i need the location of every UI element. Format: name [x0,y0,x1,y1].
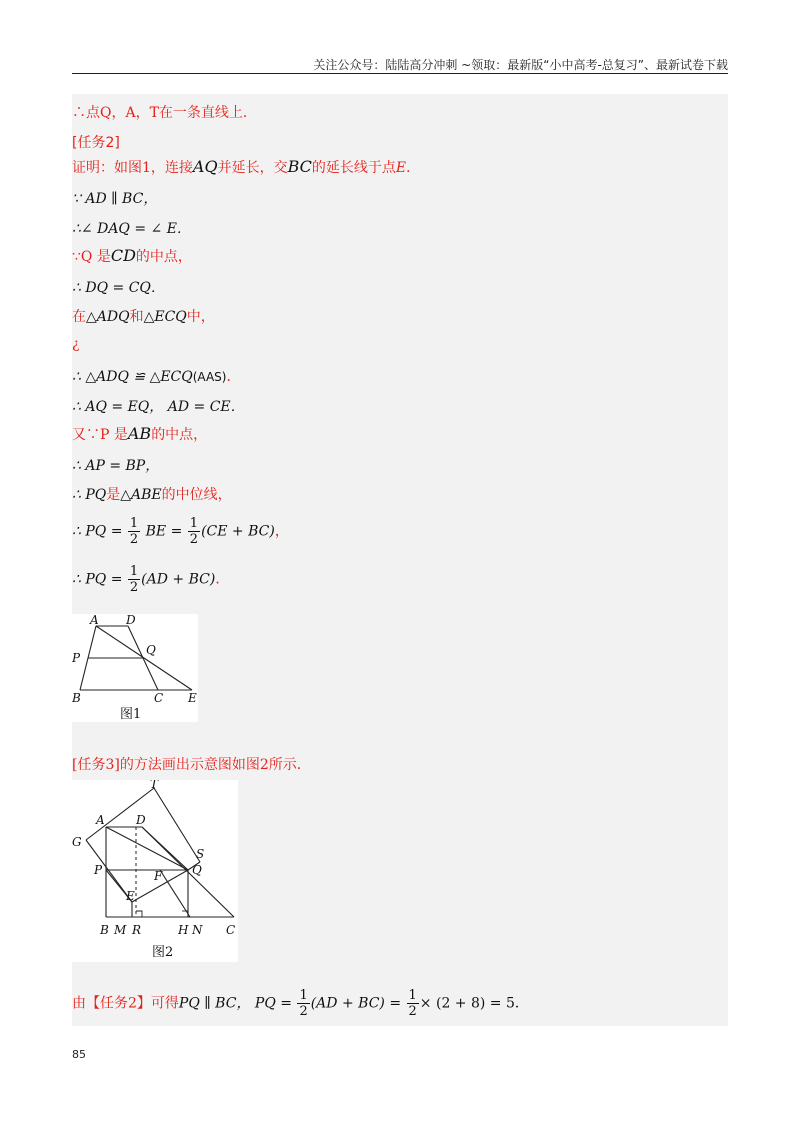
math-AB: AB [127,424,152,443]
math-expr: ∴ PQ = [72,571,123,588]
line-midpoint-P [72,424,207,444]
text-segment: 并延长，交 [217,160,288,176]
text-segment: 由【任务2】可得 [72,995,179,1012]
line-final-result [72,988,529,1019]
label-A: A [96,813,105,827]
fraction-half [128,516,140,547]
label-R: R [132,923,142,937]
fraction-half [188,516,200,547]
text-segment: 在 [72,309,86,325]
text-segment: 是 [106,487,121,503]
math-expr: × (2 + 8) = 5． [419,995,529,1012]
line-congruent [72,366,240,386]
right-angle-mark-R [136,911,142,917]
fraction-denominator: 2 [129,532,139,547]
math-PQ: ∴ PQ [72,487,107,503]
math-expr: ∴ PQ = [72,523,123,540]
label-D: D [136,813,146,827]
line-midline [72,484,232,504]
label-N: N [192,923,203,937]
math-expr: (AD + BC) [141,571,216,588]
text-segment: 的中点， [135,249,192,265]
line-AQ-EQ: ∴ AQ = EQ， AD = CE． [72,399,245,415]
math-expr: PQ = [254,995,292,1012]
line-angle-equal: ∴∠ DAQ = ∠ E． [72,221,191,237]
text-segment: 中， [186,309,215,325]
figure-2 [72,780,238,962]
fraction-numerator: 1 [189,516,199,531]
header-rule [72,73,728,74]
text-segment: ． [226,369,241,385]
math-congruence: ∴ △ADQ ≌ △ECQ [72,369,193,385]
label-A: A [90,614,99,627]
line-midpoint-Q [72,246,192,266]
line-PQ-result [72,564,229,595]
solution-content [72,94,728,1026]
line-conclusion-collinear: ∴点Q，A，T在一条直线上． [72,105,257,121]
figure-2-caption: 图2 [152,945,174,960]
line-triangles [72,306,215,326]
text-segment: ． [215,571,230,588]
page-number: 85 [72,1048,86,1061]
text-segment: 和 [129,309,144,325]
math-expr: BE = [145,523,183,540]
line-placeholder-glyph: ¿ [72,336,80,352]
math-triangle-ADQ: △ADQ [86,309,130,325]
fraction-denominator: 2 [299,1004,308,1019]
figure-1-drawing [72,614,198,722]
label-F: F [154,869,163,883]
line-DQ-CQ: ∴ DQ = CQ． [72,280,165,296]
label-D: D [126,614,136,627]
text-segment: 又∵P 是 [72,427,128,443]
label-Q: Q [192,863,202,877]
line-parallel: ∵ AD ∥ BC， [72,191,158,207]
fraction-denominator: 2 [129,580,139,595]
label-P: P [94,863,103,877]
label-T: T [150,780,159,791]
figure-1 [72,614,198,722]
label-B: B [100,923,109,937]
fraction-numerator: 1 [129,564,139,579]
math-BC: BC [287,157,312,176]
math-E: E [395,160,407,176]
figure-2-drawing [72,780,238,962]
segment-TS [154,788,200,862]
segment-AQ [106,827,188,870]
fraction-half [128,564,140,595]
fraction-denominator: 2 [189,532,199,547]
segment-DF [142,827,188,870]
label-E: E [188,691,197,705]
fraction-numerator: 1 [408,988,417,1003]
task2-heading: [任务2] [72,135,120,151]
math-AQ: AQ [192,157,218,176]
text-segment: 证明：如图1，连接 [72,160,193,176]
figure-1-caption: 图1 [120,707,142,722]
text-segment: 的延长线于点 [311,160,396,176]
label-C: C [226,923,236,937]
line-AP-BP: ∴ AP = BP， [72,458,160,474]
label-B: B [72,691,81,705]
label-C: C [154,691,164,705]
math-expr: (AD + BC) = [310,995,402,1012]
math-triangle-ECQ: △ECQ [143,309,187,325]
line-proof-intro [72,157,420,177]
label-S: S [196,847,205,861]
math-CD: CD [110,246,136,265]
page-header: 关注公众号：陆陆高分冲刺 ~领取：最新版“小中高考-总复习”、最新试卷下载 [313,58,728,72]
math-expr: (CE + BC) [201,523,275,540]
text-segment: ∵Q 是 [72,249,111,265]
label-Q: Q [146,643,156,657]
label-M: M [114,923,127,937]
math-AAS: (AAS) [192,370,227,384]
fraction-numerator: 1 [299,988,308,1003]
text-segment: ． [406,160,421,176]
fraction-half [407,988,419,1019]
text-segment: ， [274,523,289,540]
label-G: G [72,835,82,849]
math-triangle-ABE: △ABE [120,487,162,503]
label-H: H [178,923,189,937]
label-E: E [126,889,135,903]
text-segment: 的中位线， [161,487,232,503]
line-task3-method: [任务3]的方法画出示意图如图2所示． [72,757,311,773]
fraction-numerator: 1 [129,516,139,531]
math-PQ-parallel-BC: PQ ∥ BC， [178,995,251,1012]
line-PQ-half-BE [72,516,289,547]
label-P: P [72,651,81,665]
text-segment: 的中点， [151,427,208,443]
fraction-denominator: 2 [408,1004,417,1019]
fraction-half [297,988,309,1019]
